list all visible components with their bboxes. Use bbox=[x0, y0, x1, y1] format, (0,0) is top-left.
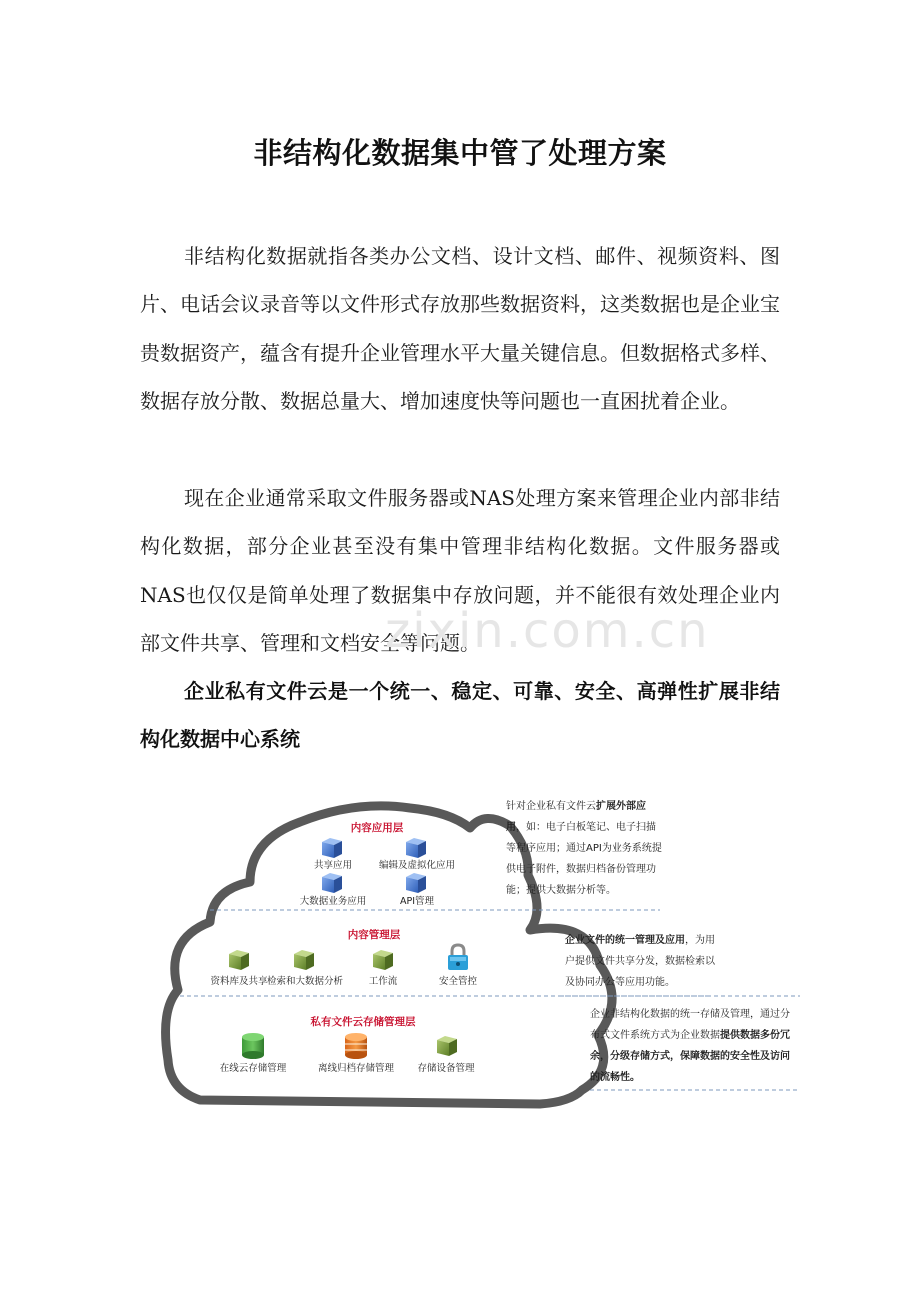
architecture-diagram bbox=[150, 790, 810, 1120]
watermark: zixin.com.cn bbox=[385, 603, 710, 659]
blue-cube-icon bbox=[406, 838, 426, 858]
layer-title-application: 内容应用层 bbox=[350, 822, 404, 834]
note-application: 针对企业私有文件云扩展外部应用，如：电子白板笔记、电子扫描等程序应用；通过API为业务系统提供电子附件，数据归档备份管理功能；提供大数据分析等。 bbox=[506, 801, 662, 896]
item-label: 大数据业务应用 bbox=[299, 896, 367, 907]
item-label: 共享应用 bbox=[313, 860, 353, 871]
paragraph-2: 现在企业通常采取文件服务器或NAS处理方案来管理企业内部非结构化数据，部分企业甚至没有集中管理非结构化数据。文件服务器或NAS也仅仅是简单处理了数据集中存放问题，并不能很有效处理企业内部文件共享、管理和文档安全等问题。 bbox=[140, 486, 780, 656]
item-label: 检索和大数据分析 bbox=[266, 976, 344, 987]
item-label: 安全管控 bbox=[438, 976, 478, 987]
item-label: API管理 bbox=[399, 896, 435, 907]
note-storage: 企业非结构化数据的统一存储及管理，通过分布式文件系统方式为企业数据提供数据多份冗余，分级存储方式，保障数据的安全性及访问的流畅性。 bbox=[590, 1009, 790, 1083]
item-label: 编辑及虚拟化应用 bbox=[378, 860, 456, 871]
green-cube-icon bbox=[229, 950, 249, 970]
note-management: 企业文件的统一管理及应用，为用户提供文件共享分发，数据检索以及协同办公等应用功能。 bbox=[565, 935, 715, 988]
paragraph-3-bold: 企业私有文件云是一个统一、稳定、可靠、安全、高弹性扩展非结构化数据中心系统 bbox=[140, 679, 780, 752]
blue-cube-icon bbox=[322, 838, 342, 858]
green-cube-icon bbox=[294, 950, 314, 970]
item-label: 在线云存储管理 bbox=[219, 1063, 287, 1074]
item-label: 资料库及共享 bbox=[210, 976, 268, 987]
blue-cube-icon bbox=[406, 873, 426, 893]
item-label: 工作流 bbox=[368, 976, 398, 987]
green-database-icon bbox=[242, 1033, 264, 1059]
green-cube-icon bbox=[437, 1036, 457, 1056]
orange-database-icon bbox=[345, 1033, 367, 1059]
layer-title-management: 内容管理层 bbox=[347, 929, 401, 941]
blue-cube-icon bbox=[322, 873, 342, 893]
paragraph-1: 非结构化数据就指各类办公文档、设计文档、邮件、视频资料、图片、电话会议录音等以文件形式存放那些数据资料，这类数据也是企业宝贵数据资产，蕴含有提升企业管理水平大量关键信息。但数据格式多样、数据存放分散、数据总量大、增加速度快等问题也一直困扰着企业。 bbox=[140, 244, 780, 414]
item-label: 存储设备管理 bbox=[417, 1063, 475, 1074]
page-title: 非结构化数据集中管了处理方案 bbox=[253, 136, 667, 170]
item-label: 离线归档存储管理 bbox=[317, 1063, 395, 1074]
green-cube-icon bbox=[373, 950, 393, 970]
layer-title-storage: 私有文件云存储管理层 bbox=[310, 1016, 416, 1028]
